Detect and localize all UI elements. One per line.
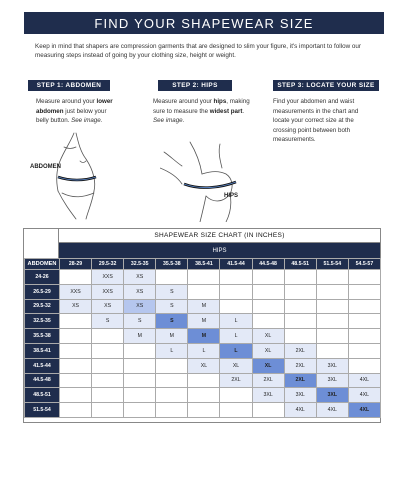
size-cell [220, 284, 252, 299]
size-cell [348, 314, 380, 329]
size-cell: 3XL [252, 388, 284, 403]
page-banner [24, 12, 384, 34]
size-cell: XL [220, 358, 252, 373]
size-cell: 4XL [316, 403, 348, 418]
step-2-italic: See image. [153, 117, 185, 124]
size-cell: 3XL [316, 388, 348, 403]
size-cell [316, 314, 348, 329]
size-chart [23, 228, 381, 423]
table-row [25, 358, 381, 373]
size-cell [156, 373, 188, 388]
size-cell: L [220, 314, 252, 329]
abdomen-row-label: 35.5-38 [25, 329, 60, 344]
size-cell: L [220, 329, 252, 344]
table-row [25, 373, 381, 388]
step-3-text [273, 97, 371, 145]
abdomen-row-label: 44.5-48 [25, 373, 60, 388]
size-cell [284, 299, 316, 314]
size-cell: M [188, 299, 220, 314]
size-cell: XXS [60, 284, 92, 299]
size-cell [124, 343, 156, 358]
size-cell: XL [252, 358, 284, 373]
table-row [25, 314, 381, 329]
size-cell: 2XL [284, 358, 316, 373]
size-cell: 3XL [316, 373, 348, 388]
size-cell: XL [188, 358, 220, 373]
step-3-text-body: Find your abdomen and waist measurements in the chart and locate your correct size at the crossing point between both measurements. [273, 98, 359, 143]
size-cell: 4XL [348, 388, 380, 403]
abdomen-row-label: 24-26 [25, 270, 60, 285]
abdomen-row-label: 51.5-54 [25, 403, 60, 418]
size-cell [284, 270, 316, 285]
step-1-italic: See image. [71, 117, 103, 124]
size-cell: 2XL [284, 373, 316, 388]
size-cell: XS [92, 299, 124, 314]
size-cell: XS [124, 284, 156, 299]
table-row [25, 343, 381, 358]
hips-column-header: 51.5-54 [316, 259, 348, 270]
abdomen-row-label: 48.5-51 [25, 388, 60, 403]
step-1-bold: lower abdomen [36, 98, 113, 115]
size-cell [348, 329, 380, 344]
size-cell: 2XL [284, 343, 316, 358]
size-cell: XL [252, 343, 284, 358]
size-cell: XL [252, 329, 284, 344]
column-header-row [25, 259, 381, 270]
hips-column-header: 32.5-35 [124, 259, 156, 270]
size-cell: S [156, 314, 188, 329]
size-cell [188, 373, 220, 388]
size-cell [348, 284, 380, 299]
size-cell: M [188, 314, 220, 329]
size-cell [60, 270, 92, 285]
size-cell: XXS [92, 284, 124, 299]
page-title: FIND YOUR SHAPEWEAR SIZE [94, 15, 314, 31]
size-cell [124, 403, 156, 418]
size-cell [220, 299, 252, 314]
hips-column-header: 38.5-41 [188, 259, 220, 270]
step-2-text-a: Measure around your [153, 98, 214, 105]
size-cell [156, 270, 188, 285]
size-cell: 3XL [316, 358, 348, 373]
size-cell [60, 373, 92, 388]
step-2-bold: hips [213, 98, 227, 105]
hips-column-group [59, 243, 380, 258]
step-2-text-b: , making sure to measure the [153, 98, 250, 115]
abdomen-row-label: 38.5-41 [25, 343, 60, 358]
size-cell [188, 403, 220, 418]
size-cell [60, 343, 92, 358]
size-cell: S [92, 314, 124, 329]
table-row [25, 329, 381, 344]
size-cell [92, 373, 124, 388]
size-cell: XS [60, 299, 92, 314]
abdomen-row-label: 32.5-35 [25, 314, 60, 329]
table-row [25, 403, 381, 418]
size-cell [348, 270, 380, 285]
step-1-text [36, 97, 116, 126]
size-cell [156, 388, 188, 403]
step-1-text-b: just below your belly button. [36, 107, 107, 124]
chart-corner [24, 229, 59, 259]
size-cell [316, 329, 348, 344]
size-cell [220, 403, 252, 418]
step-3-header [273, 80, 379, 91]
size-cell [124, 358, 156, 373]
size-cell [316, 284, 348, 299]
table-body [25, 270, 381, 418]
size-cell [60, 314, 92, 329]
size-cell [316, 343, 348, 358]
size-cell [348, 299, 380, 314]
hips-column-header: 29.5-32 [92, 259, 124, 270]
size-cell: 2XL [252, 373, 284, 388]
size-cell [156, 358, 188, 373]
size-cell: M [156, 329, 188, 344]
step-1-header [28, 80, 110, 91]
hips-column-group-label: HIPS [212, 247, 227, 254]
size-cell [156, 403, 188, 418]
table-row [25, 299, 381, 314]
step-2-header [158, 80, 232, 91]
size-cell: S [156, 299, 188, 314]
abdomen-row-label: 29.5-32 [25, 299, 60, 314]
size-cell: L [188, 343, 220, 358]
size-cell [60, 388, 92, 403]
size-cell [316, 270, 348, 285]
size-cell [252, 314, 284, 329]
chart-title-text: SHAPEWEAR SIZE CHART (IN INCHES) [154, 232, 285, 239]
size-cell: 2XL [220, 373, 252, 388]
table-row [25, 270, 381, 285]
size-cell [60, 329, 92, 344]
abdomen-row-header: ABDOMEN [25, 259, 60, 270]
step-2-title: STEP 2: HIPS [172, 82, 218, 89]
size-cell [348, 358, 380, 373]
step-1-text-a: Measure around your [36, 98, 97, 105]
intro-text: Keep in mind that shapers are compression garments that are designed to slim your figure, it's important to follow our measuring steps instead of going by your clothing size, height or weight. [35, 43, 362, 59]
size-cell [220, 270, 252, 285]
size-cell [188, 284, 220, 299]
hips-column-header: 28-29 [60, 259, 92, 270]
hips-column-header: 35.5-38 [156, 259, 188, 270]
size-cell [124, 388, 156, 403]
table-row [25, 388, 381, 403]
size-cell [252, 284, 284, 299]
hips-column-header: 54.5-57 [348, 259, 380, 270]
size-cell: 4XL [348, 373, 380, 388]
size-cell [348, 343, 380, 358]
size-cell [124, 373, 156, 388]
hips-column-header: 41.5-44 [220, 259, 252, 270]
size-table [24, 258, 381, 418]
abdomen-illustration [34, 131, 120, 221]
chart-title [59, 229, 380, 243]
size-cell [284, 329, 316, 344]
size-cell: XS [124, 270, 156, 285]
hips-illustration [160, 132, 250, 222]
size-cell [92, 388, 124, 403]
size-cell: XXS [92, 270, 124, 285]
size-cell [92, 403, 124, 418]
size-cell: M [124, 329, 156, 344]
size-cell: M [188, 329, 220, 344]
hips-column-header: 44.5-48 [252, 259, 284, 270]
table-row [25, 284, 381, 299]
size-cell [188, 388, 220, 403]
step-1-title: STEP 1: ABDOMEN [36, 82, 102, 89]
size-cell [284, 284, 316, 299]
size-cell: L [220, 343, 252, 358]
size-cell [92, 358, 124, 373]
size-cell: XS [124, 299, 156, 314]
size-cell [92, 343, 124, 358]
size-cell [220, 388, 252, 403]
size-cell [252, 403, 284, 418]
hips-column-header: 48.5-51 [284, 259, 316, 270]
abdomen-row-label: 41.5-44 [25, 358, 60, 373]
size-cell: S [124, 314, 156, 329]
size-cell: 3XL [284, 388, 316, 403]
size-cell: 4XL [284, 403, 316, 418]
size-cell [188, 270, 220, 285]
size-cell [252, 270, 284, 285]
size-cell: L [156, 343, 188, 358]
size-cell [60, 403, 92, 418]
step-2-bold-2: widest part [209, 107, 243, 115]
size-cell [284, 314, 316, 329]
step-2-text [153, 97, 251, 126]
size-cell [92, 329, 124, 344]
abdomen-label: ABDOMEN [30, 164, 61, 170]
size-cell: 4XL [348, 403, 380, 418]
step-2-text-c: . [242, 107, 245, 115]
abdomen-row-label: 26.5-29 [25, 284, 60, 299]
size-cell: S [156, 284, 188, 299]
step-3-title: STEP 3: LOCATE YOUR SIZE [277, 82, 375, 89]
size-cell [316, 299, 348, 314]
hips-label: HIPS [224, 193, 239, 199]
size-cell [252, 299, 284, 314]
size-cell [60, 358, 92, 373]
